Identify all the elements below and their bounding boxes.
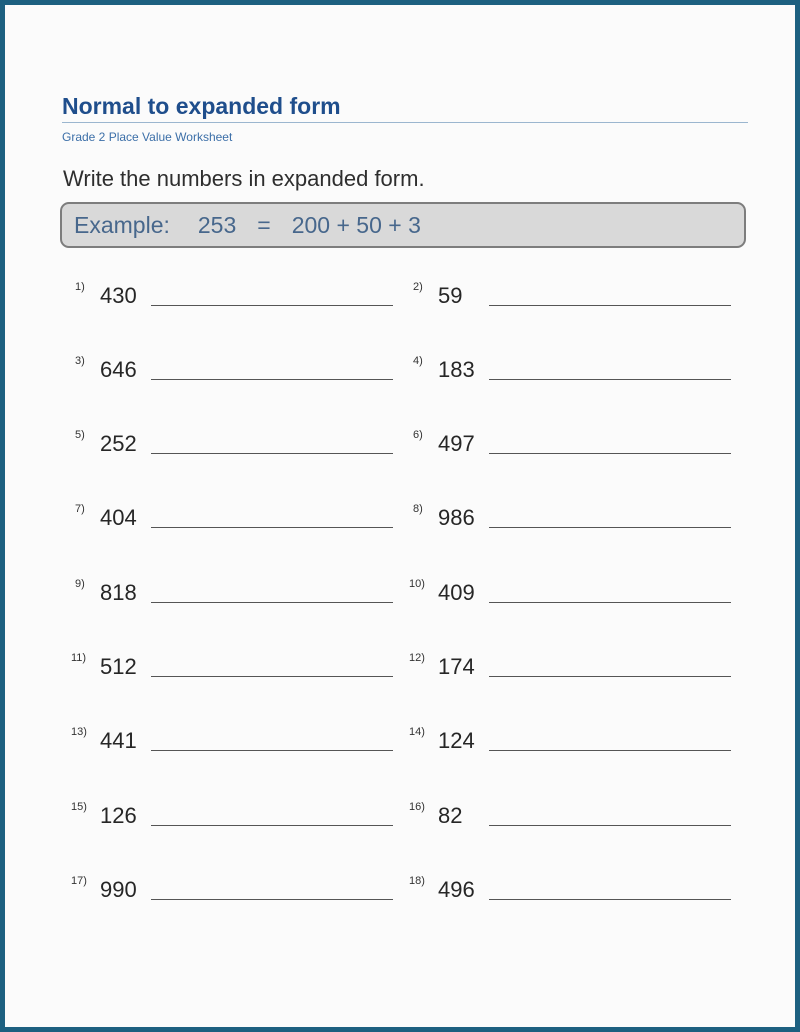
- answer-line[interactable]: [151, 899, 393, 900]
- problem-number: 82: [438, 803, 463, 828]
- problem-index: 2): [413, 281, 423, 293]
- worksheet-title: Normal to expanded form: [62, 93, 341, 119]
- problem-index: 3): [75, 355, 85, 367]
- answer-line[interactable]: [489, 825, 731, 826]
- answer-line[interactable]: [151, 305, 393, 306]
- answer-line[interactable]: [489, 453, 731, 454]
- problem-index: 11): [71, 652, 87, 664]
- answer-line[interactable]: [151, 379, 393, 380]
- example-number: 253: [197, 211, 237, 238]
- problem-number: 430: [100, 283, 137, 308]
- problem-index: 15): [71, 801, 87, 813]
- instructions: Write the numbers in expanded form.: [63, 166, 425, 191]
- problem-index: 18): [409, 875, 425, 887]
- answer-line[interactable]: [489, 379, 731, 380]
- problem-index: 17): [71, 875, 87, 887]
- problem-index: 13): [71, 726, 87, 738]
- problem-index: 5): [75, 429, 85, 441]
- problem-number: 990: [100, 877, 137, 902]
- problem-number: 512: [100, 654, 137, 679]
- problem-number: 646: [100, 357, 137, 382]
- problem-index: 8): [413, 503, 423, 515]
- answer-line[interactable]: [151, 676, 393, 677]
- answer-line[interactable]: [489, 899, 731, 900]
- problem-number: 59: [438, 283, 463, 308]
- problem-number: 124: [438, 728, 475, 753]
- example-equals: =: [257, 211, 271, 238]
- problem-number: 497: [438, 431, 475, 456]
- problem-number: 986: [438, 505, 475, 530]
- problem-index: 6): [413, 429, 423, 441]
- problem-index: 12): [409, 652, 425, 664]
- worksheet-subtitle: Grade 2 Place Value Worksheet: [62, 130, 233, 144]
- problem-number: 252: [100, 431, 137, 456]
- problem-number: 126: [100, 803, 137, 828]
- answer-line[interactable]: [489, 676, 731, 677]
- answer-line[interactable]: [151, 527, 393, 528]
- problem-index: 4): [413, 355, 423, 367]
- problem-list: [5, 5, 795, 1027]
- answer-line[interactable]: [489, 602, 731, 603]
- problem-number: 404: [100, 505, 137, 530]
- answer-line[interactable]: [489, 750, 731, 751]
- problem-number: 174: [438, 654, 475, 679]
- problem-index: 14): [409, 726, 425, 738]
- example-answer: 200 + 50 + 3: [291, 211, 421, 238]
- problem-index: 16): [409, 801, 425, 813]
- problem-number: 496: [438, 877, 475, 902]
- problem-number: 409: [438, 580, 475, 605]
- problem-number: 183: [438, 357, 475, 382]
- problem-index: 1): [75, 281, 85, 293]
- problem-index: 7): [75, 503, 85, 515]
- problem-number: 441: [100, 728, 137, 753]
- problem-number: 818: [100, 580, 137, 605]
- example-label: Example:: [74, 211, 170, 238]
- answer-line[interactable]: [151, 750, 393, 751]
- problem-index: 10): [409, 578, 425, 590]
- answer-line[interactable]: [489, 527, 731, 528]
- answer-line[interactable]: [489, 305, 731, 306]
- answer-line[interactable]: [151, 825, 393, 826]
- answer-line[interactable]: [151, 453, 393, 454]
- answer-line[interactable]: [151, 602, 393, 603]
- problem-index: 9): [75, 578, 85, 590]
